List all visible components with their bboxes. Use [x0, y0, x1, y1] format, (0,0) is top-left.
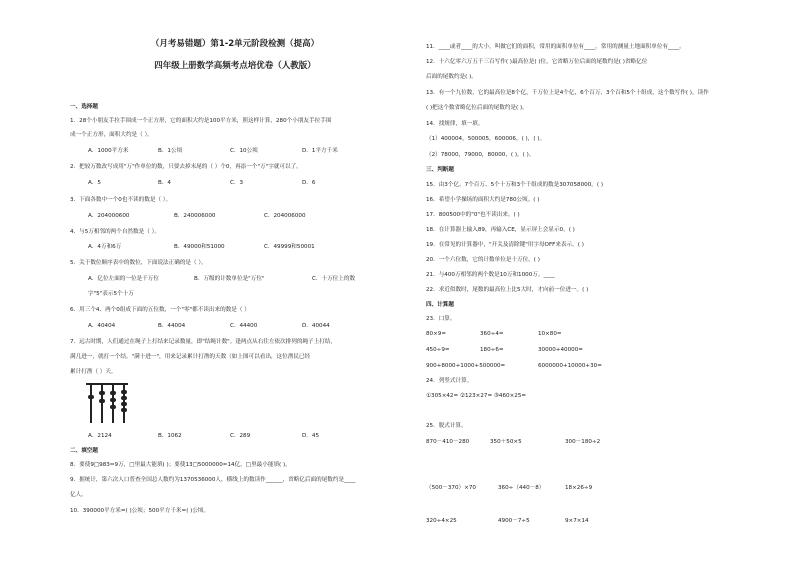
question-15: 15．由3个亿、7个百万、5个十万和3个千组成的数是307058000。( ): [426, 182, 603, 188]
expression-item: 4900－7÷5: [498, 518, 530, 524]
q5-option-c-cont: 字"5"表示5个十万: [88, 291, 134, 297]
q1-option-b: B．1公顷: [158, 148, 183, 154]
question-1-line2: 成一个正方形，面积大约是（ ）。: [70, 132, 153, 138]
oral-calc-item: 360÷4=: [480, 331, 504, 337]
oral-calc-item: 180÷6=: [480, 347, 504, 353]
question-20: 20．一个六位数，它的计数单位是十万位。( ): [426, 257, 540, 263]
q4-option-a: A．4万和6万: [88, 244, 122, 250]
expression-item: （500－370）×70: [426, 485, 476, 491]
q5-option-a: A．亿位左面的一位是千万位: [88, 276, 159, 282]
question-6: 6．用三个4、两个0组成下面的五位数，一个"零"都不读出来的数是（ ）: [70, 307, 250, 313]
q5-option-b: B．万级的计数单位是"万位": [194, 276, 265, 282]
question-9-line2: 亿人。: [70, 492, 87, 498]
question-2: 2．把较万数改写成用"万"作单位的数，只要去掉末尾的（ ）个0，再添一个"万"字就可以了。: [70, 164, 302, 170]
question-14-part2: （2）78000，79000，80000，( )，( )。: [426, 152, 535, 158]
page-subtitle: 四年级上册数学高频考点培优卷（人教版）: [154, 61, 316, 71]
q4-option-b: B．49000和51000: [174, 244, 225, 250]
q7-option-c: C．289: [230, 433, 251, 439]
q3-option-b: B．240006000: [174, 213, 216, 219]
q2-option-a: A．5: [88, 180, 101, 186]
question-1-line1: 1．28个小朋友手拉手围成一个正方形，它的面积大约是100平方米，照这样计算，280个小朋友手拉手围: [70, 118, 332, 124]
expression-item: 320÷4×25: [426, 518, 457, 524]
expression-item: 300－180÷2: [565, 439, 601, 445]
oral-calc-item: 80×9=: [426, 331, 447, 337]
figure-rod: [90, 383, 92, 423]
expression-item: 9×7×14: [565, 518, 589, 524]
oral-calc-item: 900+8000+1000+500000=: [426, 363, 506, 369]
figure-rod: [101, 383, 103, 423]
q2-option-c: C．3: [230, 180, 244, 186]
oral-calc-item: 10×80=: [538, 331, 562, 337]
knot: [121, 402, 127, 406]
question-24-items: ①305×42= ②123×27= ③460×25=: [426, 393, 527, 399]
question-22: 22．求近似数时，尾数的最高位上比5大时，才向前一位进一。( ): [426, 287, 589, 293]
question-18: 18．在计算器上输入89，再输入CE，显示屏上会显示0。( ): [426, 227, 575, 233]
figure-top-bar: [86, 383, 128, 385]
question-21: 21．与400万相邻的两个数是10万和1000万。____: [426, 272, 555, 278]
question-11: 11．____或者____的大小，叫做它们的面积，常用的面积单位有____。常用的测量土地面积单位有____。: [426, 44, 685, 50]
question-14-part1: （1）400004，500005，600006，( )，( )。: [426, 136, 546, 142]
knot: [110, 398, 116, 402]
q3-option-c: C．204006000: [264, 213, 306, 219]
question-13-line2: ( )把这个数省略亿位后面的尾数约是( )。: [426, 105, 528, 111]
question-24: 24．列竖式计算。: [426, 378, 473, 384]
q7-option-d: D．45: [302, 433, 320, 439]
question-10: 10．390000平方米=( )公顷；500平方千米=( )公顷。: [70, 508, 210, 514]
oral-calc-item: 6000000+10000+30=: [538, 363, 602, 369]
q7-option-b: B．1062: [158, 433, 182, 439]
question-7-line1: 7．远古时期，人们通过在绳子上打结来记录数量，即"结绳计数"。逢两点从右往左依次排列的绳子上打结，: [70, 339, 337, 345]
question-8: 8．要使9□983≈9万，□里最大能填( )；要使13□5000000≈14亿，□里最小能填( )。: [70, 462, 291, 468]
question-9-line1: 9．据统计，第六次人口普查全国总人数约为1370536000人，横线上的数读作______，省略亿后面的尾数约是____: [70, 477, 356, 483]
knot: [99, 391, 105, 395]
question-12-line2: 后面的尾数约是( )。: [426, 74, 477, 80]
q3-option-a: A．204000600: [88, 213, 130, 219]
question-7-line3: 累计打渔（ ）天。: [70, 369, 117, 375]
q2-option-b: B．4: [158, 180, 171, 186]
section-calc-heading: 四、计算题: [426, 302, 454, 308]
q2-option-d: D．6: [302, 180, 316, 186]
knot: [110, 405, 116, 409]
question-13-line1: 13．有一个九位数，它的最高位是8个亿，千万位上是4个亿，6个百万，3个百和5个十组成，这个数写作( )，读作: [426, 90, 709, 96]
section-judge-heading: 三、判断题: [426, 167, 454, 173]
knot-counting-figure: [86, 383, 128, 423]
question-16: 16．希望小学操场的面积大约是780公顷。( ): [426, 197, 540, 203]
section-choice-heading: 一、选择题: [70, 104, 98, 110]
figure-rod: [112, 383, 114, 423]
expression-item: 18×26÷9: [565, 485, 593, 491]
q1-option-c: C．10公顷: [230, 148, 258, 154]
page-title: （月考易错题）第1-2单元阶段检测（提高）: [150, 39, 320, 49]
knot: [121, 396, 127, 400]
question-17: 17．800500中的"0"也不读出来。( ): [426, 212, 520, 218]
q7-option-a: A．2124: [88, 433, 112, 439]
section-fill-heading: 二、填空题: [70, 448, 98, 454]
knot: [121, 390, 127, 394]
q6-option-d: D．40044: [302, 323, 330, 329]
oral-calc-item: 450÷9=: [426, 347, 450, 353]
expression-item: 360÷（440－8）: [498, 485, 545, 491]
question-14: 14．找规律，填一填。: [426, 121, 484, 127]
question-3: 3．下面各数中一个0也不读的数是（ ）。: [70, 197, 172, 203]
q4-option-c: C．49999和50001: [264, 244, 315, 250]
knot: [99, 399, 105, 403]
q6-option-b: B．44004: [158, 323, 186, 329]
knot: [121, 408, 127, 412]
q1-option-d: D．1平方千米: [302, 148, 338, 154]
question-4: 4．与5万相邻的两个自然数是（ ）。: [70, 229, 161, 235]
q5-option-c: C．十万位上的数: [312, 276, 356, 282]
oral-calc-item: 30000+40000=: [538, 347, 583, 353]
q6-option-c: C．44400: [230, 323, 258, 329]
expression-item: 870－410－280: [426, 439, 470, 445]
q1-option-a: A．1000平方米: [88, 148, 129, 154]
question-12-line1: 12．十六亿零六万五千三百写作( )最高位是( )位，它省略万位后面的尾数约是( )省略亿位: [426, 59, 648, 65]
question-19: 19．在常见的计算器中，"开关及清除键"用字母OFF来表示。( ): [426, 242, 584, 248]
question-7-line2: 满几进一，就打一个结。"满十进一"，用来记录累计打渔的天数（如上图可以看出，这位渔民已经: [70, 354, 311, 360]
question-25: 25．脱式计算。: [426, 423, 467, 429]
knot: [88, 395, 94, 399]
expression-item: 350＋50×5: [490, 439, 522, 445]
q6-option-a: A．40404: [88, 323, 116, 329]
question-23: 23．口算。: [426, 316, 456, 322]
knot: [110, 391, 116, 395]
question-5: 5．关于数位顺序表中的数位，下面说法正确的是（ ）。: [70, 260, 207, 266]
